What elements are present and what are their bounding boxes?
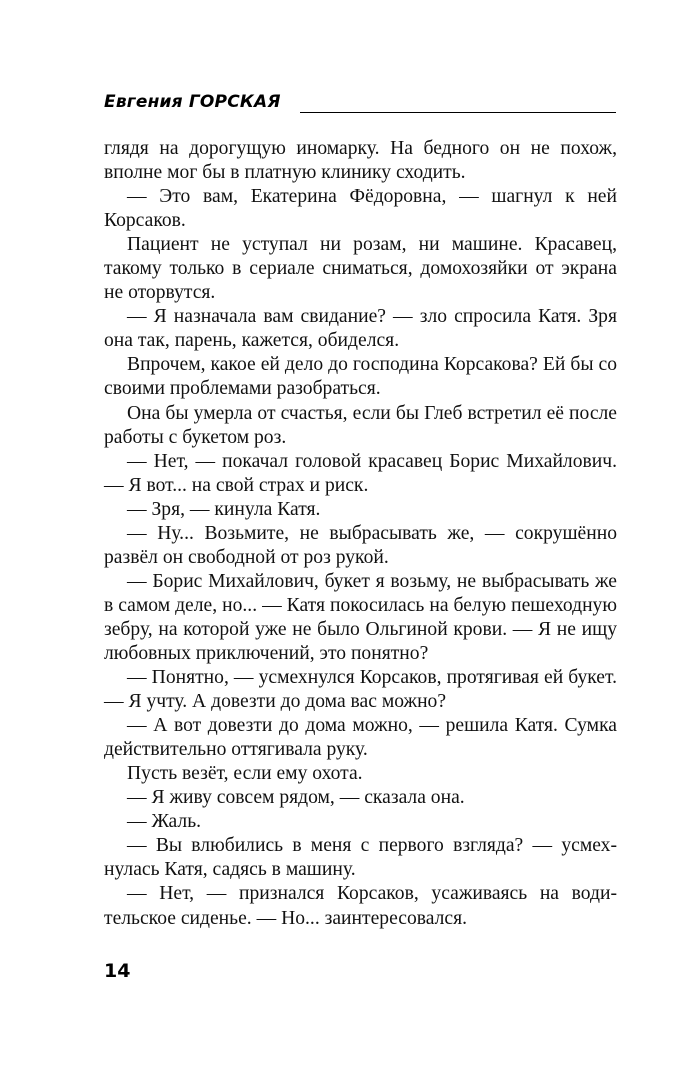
paragraph: — Это вам, Екатерина Фёдоровна, — шагнул к ней Корсаков.	[104, 186, 617, 232]
running-header	[104, 92, 616, 122]
paragraph: глядя на дорогущую иномарку. На бедного он не похож, вполне мог бы в платную клинику сходить.	[104, 138, 617, 184]
author-name: Евгения ГОРСКАЯ	[104, 92, 281, 112]
paragraph: Она бы умерла от счастья, если бы Глеб встретил её после работы с букетом роз.	[104, 402, 617, 448]
paragraph: — Вы влюбились в меня с первого взгляда? — усмехнулась Катя, садясь в машину.	[104, 835, 617, 881]
page-number: 14	[104, 960, 131, 982]
paragraph: — А вот довезти до дома можно, — решила Катя. Сумка действительно оттягивала руку.	[104, 715, 617, 761]
paragraph: Впрочем, какое ей дело до господина Корсакова? Ей бы со своими проблемами разобраться.	[104, 354, 617, 400]
paragraph: — Нет, — признался Корсаков, усаживаясь на водительское сиденье. — Но... заинтересовался.	[104, 883, 617, 929]
paragraph: — Зря, — кинула Катя.	[127, 498, 321, 520]
paragraph: — Понятно, — усмехнулся Корсаков, протягивая ей букет. — Я учту. А довезти до дома вас можно?	[104, 667, 617, 713]
paragraph: Пациент не уступал ни розам, ни машине. Красавец, такому только в сериале сниматься, домохозяйки от экрана не оторвутся.	[104, 234, 617, 304]
paragraph: — Я назначала вам свидание? — зло спросила Катя. Зря она так, парень, кажется, обиделся.	[104, 306, 617, 352]
paragraph: — Ну... Возьмите, не выбрасывать же, — сокрушённо развёл он свободной от роз рукой.	[104, 522, 617, 568]
paragraph: — Я живу совсем рядом, — сказала она.	[127, 787, 465, 809]
header-rule	[300, 112, 616, 113]
paragraph: — Нет, — покачал головой красавец Борис Михайлович. — Я вот... на свой страх и риск.	[104, 450, 617, 496]
paragraph: — Жаль.	[127, 811, 202, 833]
paragraph: Пусть везёт, если ему охота.	[127, 763, 363, 785]
body-text	[104, 137, 617, 931]
paragraph: — Борис Михайлович, букет я возьму, не выбрасывать же в самом деле, но... — Катя покосилась на белую пешеходную зебру, на которой уже не было Ольгиной крови. — Я не ищу любовных приключений, это понятно?	[104, 570, 617, 664]
